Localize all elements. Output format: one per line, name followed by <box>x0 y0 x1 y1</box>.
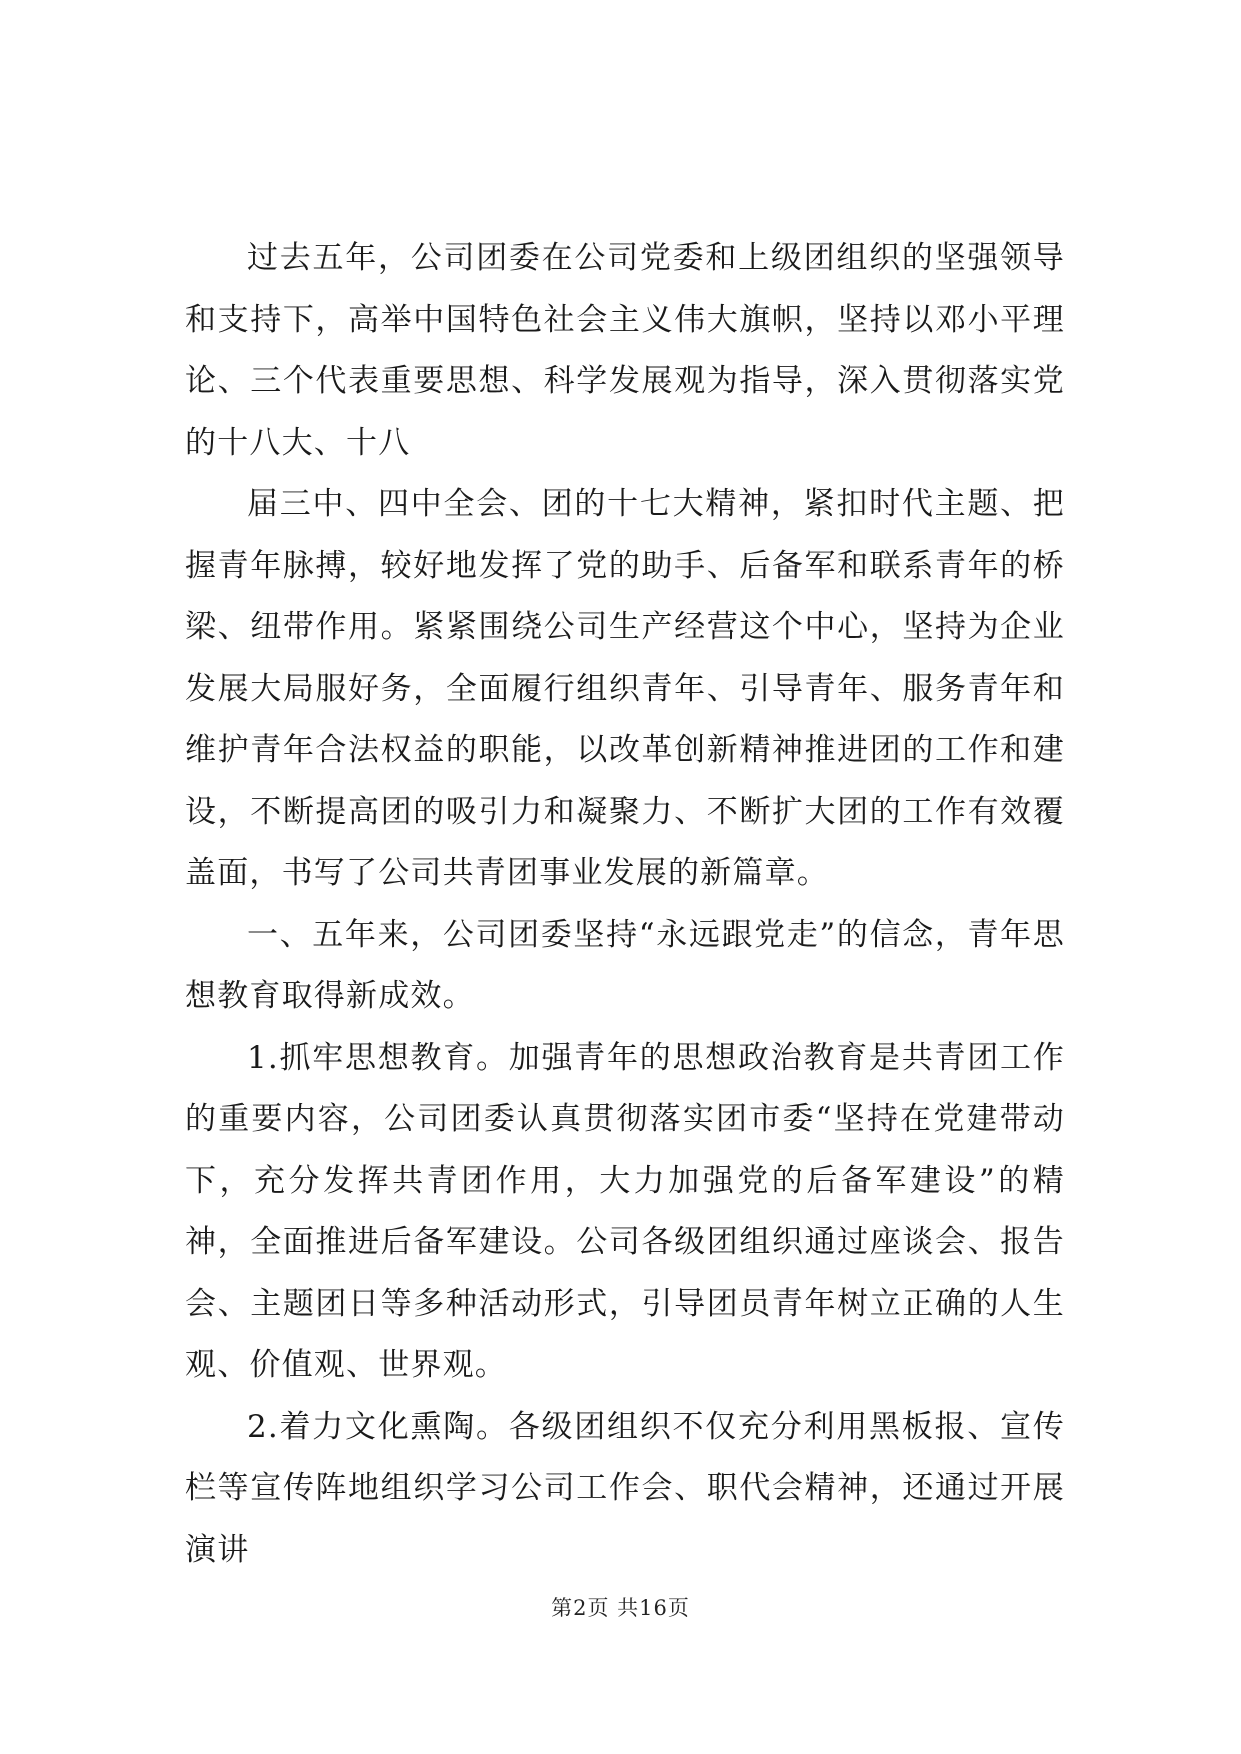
section-heading-1: 一、五年来，公司团委坚持“永远跟党走”的信念，青年思想教育取得新成效。 <box>185 916 1065 1014</box>
paragraph-continuation: 届三中、四中全会、团的十七大精神，紧扣时代主题、把握青年脉搏，较好地发挥了党的助手、后备军和联系青年的桥梁、纽带作用。紧紧围绕公司生产经营这个中心，坚持为企业发展大局服好务，全面履行组织青年、引导青年、服务青年和维护青年合法权益的职能，以改革创新精神推进团的工作和建设，不断提高团的吸引力和凝聚力、不断扩大团的工作有效覆盖面，书写了公司共青团事业发展的新篇章。 <box>185 486 1065 891</box>
document-body <box>185 228 1065 1581</box>
paragraph-intro: 过去五年，公司团委在公司党委和上级团组织的坚强领导和支持下，高举中国特色社会主义伟大旗帜，坚持以邓小平理论、三个代表重要思想、科学发展观为指导，深入贯彻落实党的十八大、十八 <box>185 240 1065 461</box>
paragraph-item-1: 1.抓牢思想教育。加强青年的思想政治教育是共青团工作的重要内容，公司团委认真贯彻落实团市委“坚持在党建带动下，充分发挥共青团作用，大力加强党的后备军建设”的精神，全面推进后备军建设。公司各级团组织通过座谈会、报告会、主题团日等多种活动形式，引导团员青年树立正确的人生观、价值观、世界观。 <box>185 1039 1065 1383</box>
paragraph-item-2: 2.着力文化熏陶。各级团组织不仅充分利用黑板报、宣传栏等宣传阵地组织学习公司工作会、职代会精神，还通过开展演讲 <box>185 1408 1065 1568</box>
page-number-footer: 第2页 共16页 <box>551 1596 690 1620</box>
